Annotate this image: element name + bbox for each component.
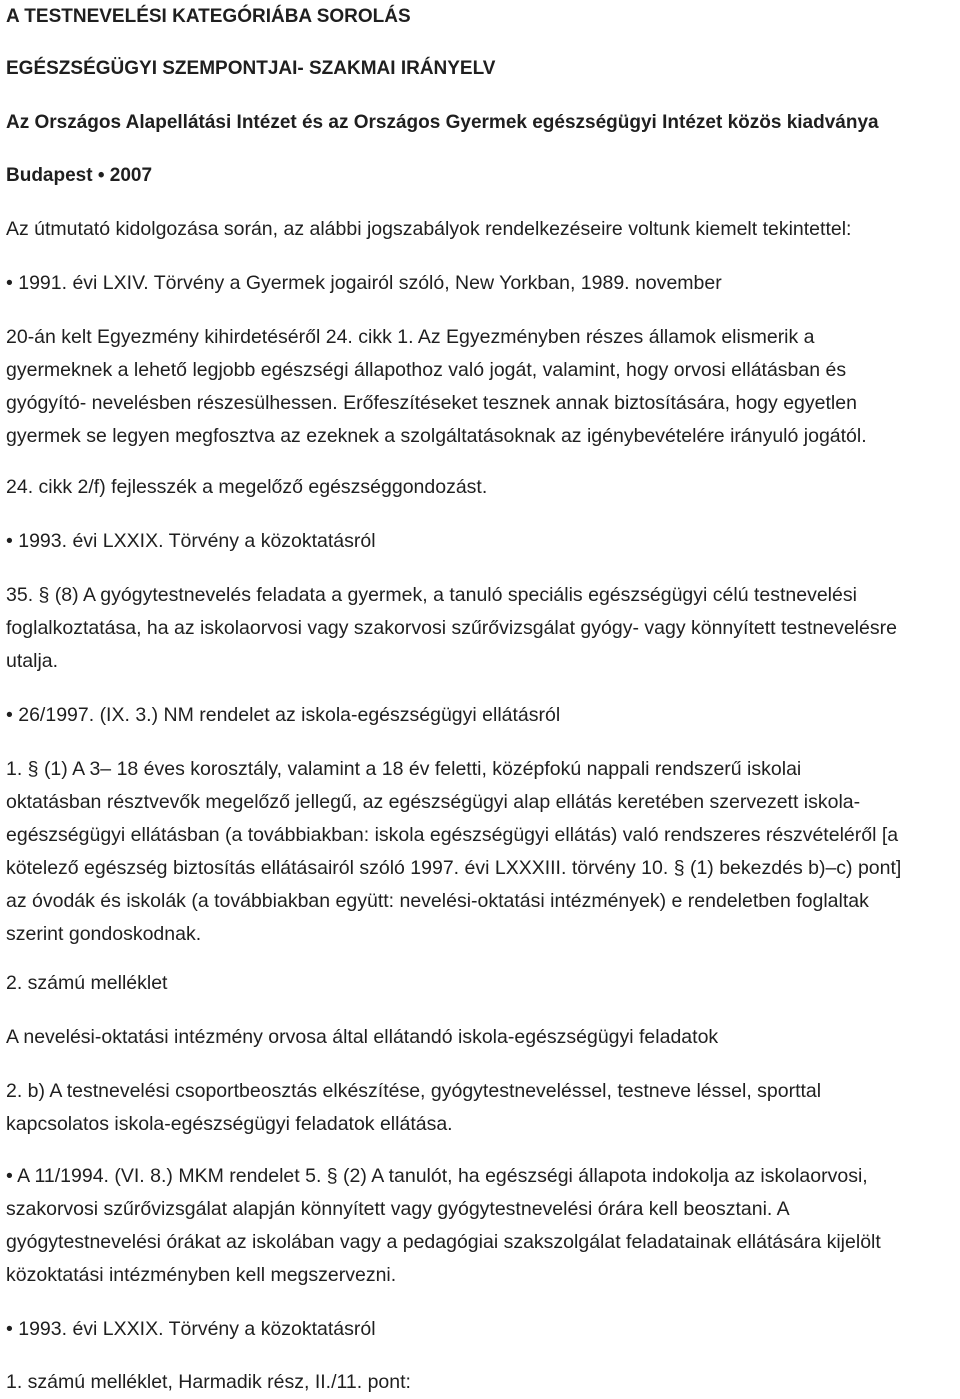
law-3-title bbox=[6, 699, 960, 732]
annex-1-label: 1. számú melléklet, Harmadik rész, II./11. pont: bbox=[6, 1371, 411, 1393]
annex-2-label: 2. számú melléklet bbox=[6, 972, 168, 994]
law-3-paragraph bbox=[6, 753, 960, 951]
article-text: 24. cikk 2/f) fejlesszék a megelőző egészséggondozást. bbox=[6, 476, 488, 498]
paragraph-line: gyermeknek a lehető legjobb egészségi állapothoz való jogát, valamint, hogy orvosi ellátásban és bbox=[6, 359, 847, 381]
law-2-paragraph bbox=[6, 579, 960, 678]
paragraph-line: szerint gondoskodnak. bbox=[6, 923, 202, 945]
paragraph-line: gyógytestnevelési órákat az iskolában vagy a pedagógiai szakszolgálat feladatainak ellátására kijelölt bbox=[6, 1231, 881, 1253]
paragraph-line: foglalkoztatása, ha az iskolaorvosi vagy szakorvosi szűrővizsgálat gyógy- vagy könnyített testnevelésre bbox=[6, 617, 897, 639]
paragraph-line: 1. § (1) A 3– 18 éves korosztály, valamint a 18 év feletti, középfokú nappali rendszerű iskolai bbox=[6, 758, 802, 780]
paragraph-line: 2. b) A testnevelési csoportbeosztás elkészítése, gyógytestneveléssel, testneve léssel, sporttal bbox=[6, 1080, 822, 1102]
paragraph-line: • A 11/1994. (VI. 8.) MKM rendelet 5. § (2) A tanulót, ha egészségi állapota indokolja az iskolaorvosi, bbox=[6, 1165, 868, 1187]
paragraph-line: oktatásban résztvevők megelőző jellegű, az egészségügyi alap ellátás keretében szervezett iskola- bbox=[6, 791, 861, 813]
law-5-title-text: • 1993. évi LXXIX. Törvény a közoktatásról bbox=[6, 1318, 376, 1340]
annex-2-title-text: A nevelési-oktatási intézmény orvosa által ellátandó iskola-egészségügyi feladatok bbox=[6, 1026, 719, 1048]
law-2-title bbox=[6, 525, 960, 558]
annex-2-title bbox=[6, 1021, 960, 1054]
heading-place-year: Budapest • 2007 bbox=[6, 165, 153, 186]
heading-subtitle: EGÉSZSÉGÜGYI SZEMPONTJAI- SZAKMAI IRÁNYELV bbox=[6, 58, 496, 79]
annex-1-heading bbox=[6, 1366, 960, 1399]
law-5-title bbox=[6, 1313, 960, 1346]
paragraph-line: 20-án kelt Egyezmény kihirdetéséről 24. cikk 1. Az Egyezményben részes államok elismerik a bbox=[6, 326, 815, 348]
paragraph-line: gyermek se legyen megfosztva az ezeknek a szolgáltatásoknak az igénybevételére irányuló jogától. bbox=[6, 425, 867, 447]
paragraph-line: kötelező egészség biztosítás ellátásairól szóló 1997. évi LXXXIII. törvény 10. § (1) bekezdés b)–c) pont] bbox=[6, 857, 902, 879]
law-1-paragraph bbox=[6, 321, 960, 453]
paragraph-line: kapcsolatos iskola-egészségügyi feladatok ellátása. bbox=[6, 1113, 453, 1135]
paragraph-line: az óvodák és iskolák (a továbbiakban együtt: nevelési-oktatási intézmények) e rendeletben foglaltak bbox=[6, 890, 869, 912]
intro-paragraph bbox=[6, 213, 960, 246]
paragraph-line: egészségügyi ellátásban (a továbbiakban: iskola egészségügyi ellátás) való rendszeres részvételéről [a bbox=[6, 824, 899, 846]
doc-heading-2 bbox=[6, 52, 960, 85]
law-1-title bbox=[6, 267, 960, 300]
paragraph-line: utalja. bbox=[6, 650, 59, 672]
paragraph-line: gyógyító- nevelésben részesülhessen. Erőfeszítéseket tesznek annak biztosítására, hogy egyetlen bbox=[6, 392, 857, 414]
intro-text: Az útmutató kidolgozása során, az alábbi jogszabályok rendelkezéseire voltunk kiemelt tekintettel: bbox=[6, 218, 852, 240]
paragraph-line: 35. § (8) A gyógytestnevelés feladata a gyermek, a tanuló speciális egészségügyi célú testnevelési bbox=[6, 584, 857, 606]
law-4-paragraph bbox=[6, 1160, 960, 1292]
doc-heading-4 bbox=[6, 159, 960, 192]
heading-publisher: Az Országos Alapellátási Intézet és az Országos Gyermek egészségügyi Intézet közös kiadványa bbox=[6, 112, 879, 133]
doc-heading-1 bbox=[6, 0, 960, 33]
doc-heading-3 bbox=[6, 106, 960, 139]
law-2-title-text: • 1993. évi LXXIX. Törvény a közoktatásról bbox=[6, 530, 376, 552]
law-3-title-text: • 26/1997. (IX. 3.) NM rendelet az iskola-egészségügyi ellátásról bbox=[6, 704, 561, 726]
paragraph-line: szakorvosi szűrővizsgálat alapján könnyített vagy gyógytestnevelési órára kell beosztani. A bbox=[6, 1198, 790, 1220]
paragraph-line: közoktatási intézményben kell megszervezni. bbox=[6, 1264, 397, 1286]
annex-2-paragraph bbox=[6, 1075, 960, 1141]
law-1-article-24 bbox=[6, 471, 960, 504]
annex-2-heading bbox=[6, 967, 960, 1000]
law-1-title-text: • 1991. évi LXIV. Törvény a Gyermek jogairól szóló, New Yorkban, 1989. november bbox=[6, 272, 722, 294]
heading-title: A TESTNEVELÉSI KATEGÓRIÁBA SOROLÁS bbox=[6, 6, 411, 27]
